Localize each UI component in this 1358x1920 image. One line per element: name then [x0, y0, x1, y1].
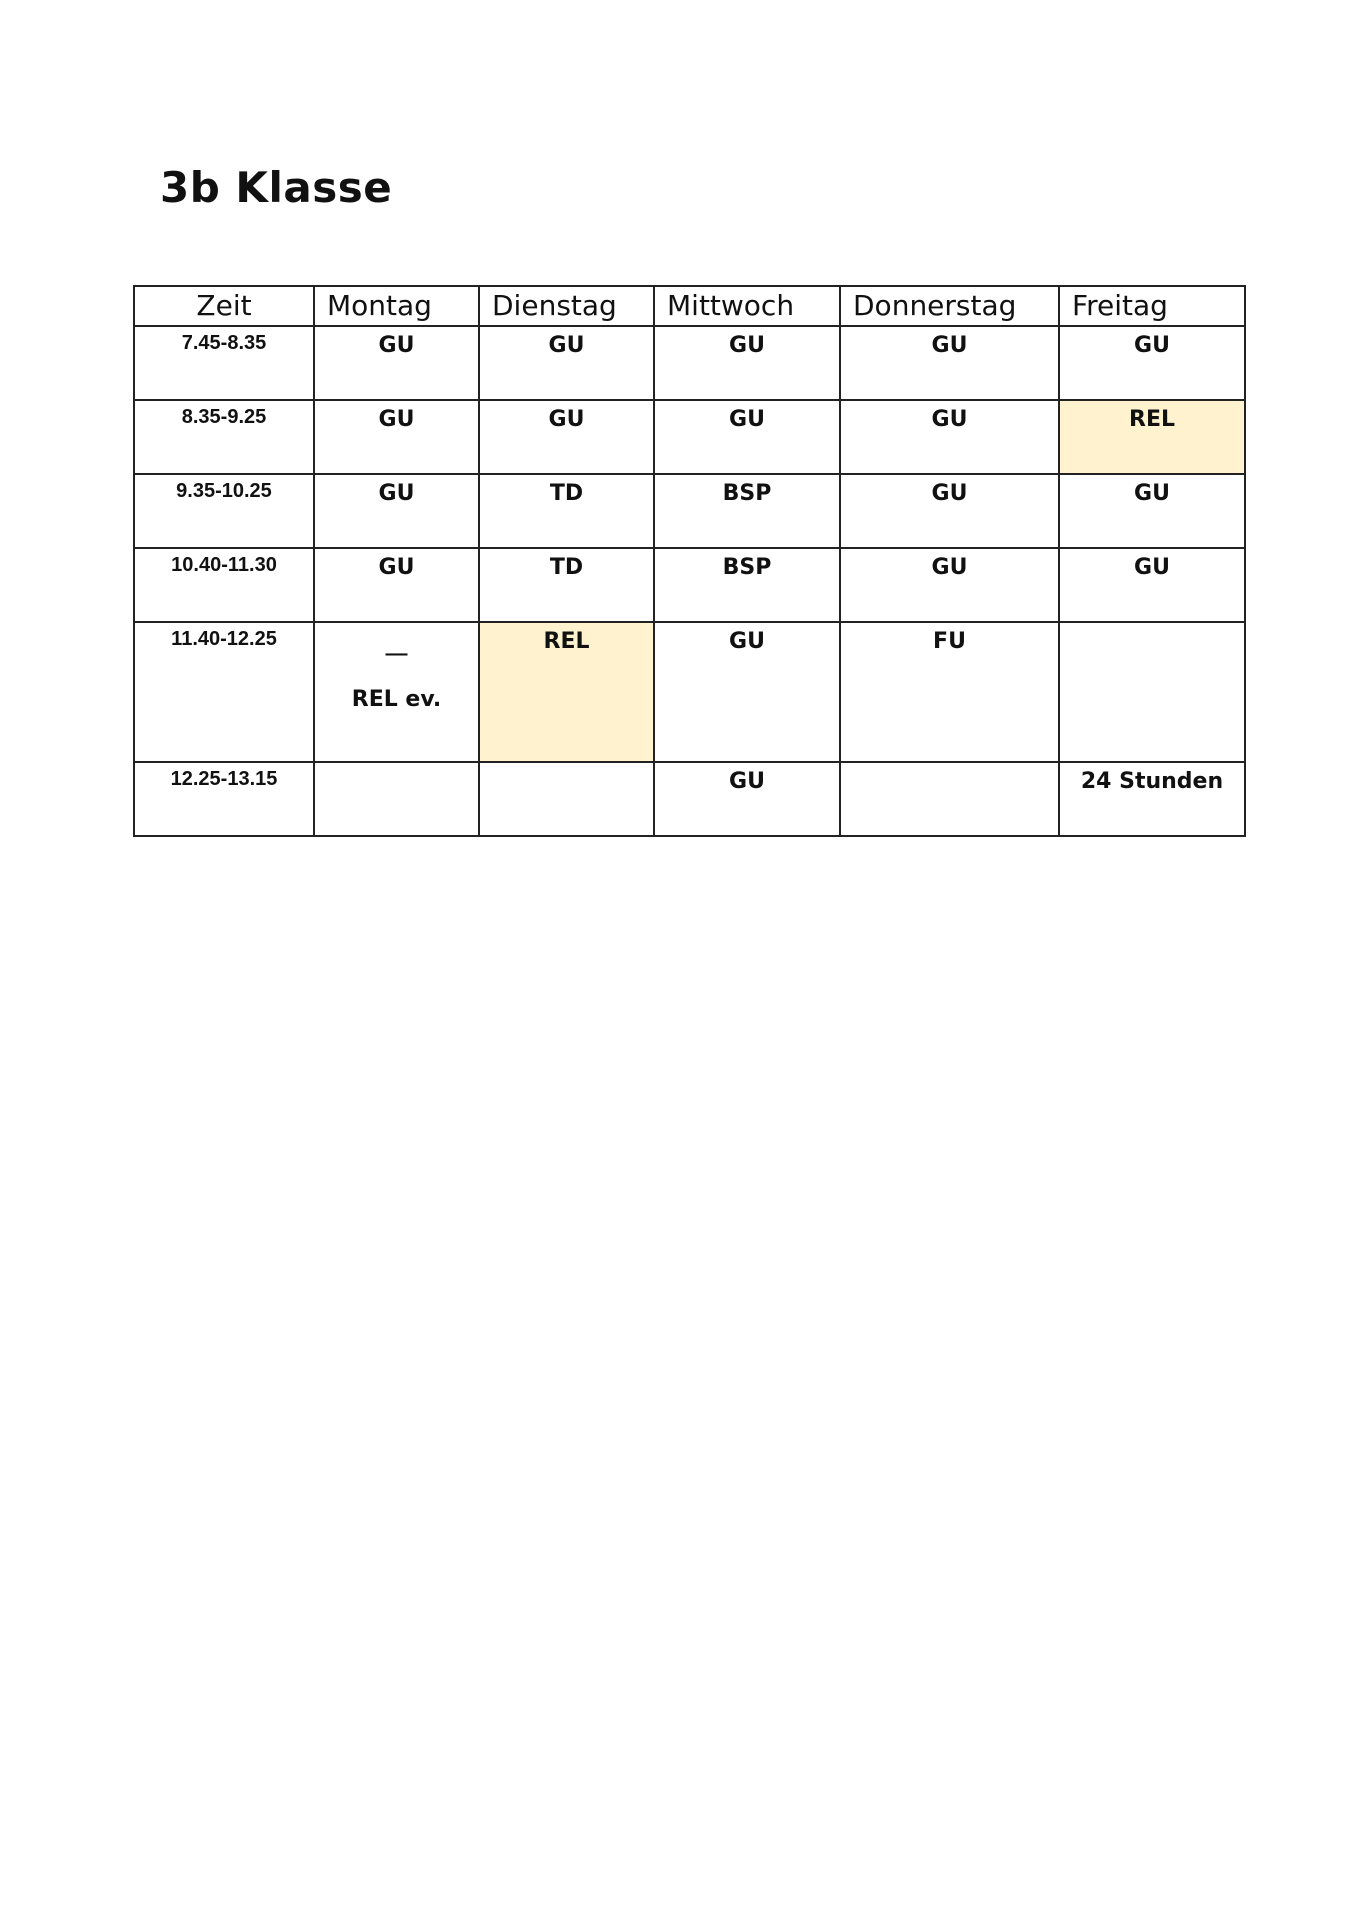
column-header-freitag: Freitag [1059, 286, 1245, 326]
column-header-dienstag: Dienstag [479, 286, 654, 326]
lesson-cell-highlighted: REL [1059, 400, 1245, 474]
lesson-sub-label: REL ev. [351, 687, 442, 712]
lesson-dash: __ [385, 631, 408, 656]
lesson-cell: GU [654, 326, 840, 400]
page-title: 3b Klasse [160, 163, 393, 212]
lesson-cell: BSP [654, 474, 840, 548]
lesson-cell: GU [840, 326, 1059, 400]
lesson-cell: GU [840, 474, 1059, 548]
lesson-cell [1059, 622, 1245, 762]
column-header-montag: Montag [314, 286, 479, 326]
time-cell: 9.35-10.25 [134, 474, 314, 548]
lesson-cell [314, 762, 479, 836]
lesson-cell: GU [654, 622, 840, 762]
table-row [134, 548, 1245, 622]
header-row [134, 286, 1245, 326]
lesson-cell: GU [654, 762, 840, 836]
table-row [134, 622, 1245, 762]
time-cell: 8.35-9.25 [134, 400, 314, 474]
lesson-cell: GU [479, 400, 654, 474]
lesson-cell: 24 Stunden [1059, 762, 1245, 836]
lesson-cell: GU [840, 400, 1059, 474]
lesson-cell: GU [654, 400, 840, 474]
lesson-cell [314, 622, 479, 762]
lesson-cell: GU [314, 400, 479, 474]
table-row [134, 762, 1245, 836]
table-row [134, 474, 1245, 548]
time-cell: 10.40-11.30 [134, 548, 314, 622]
lesson-cell: BSP [654, 548, 840, 622]
table-row [134, 400, 1245, 474]
lesson-cell: GU [314, 548, 479, 622]
column-header-mittwoch: Mittwoch [654, 286, 840, 326]
lesson-cell: GU [314, 474, 479, 548]
lesson-cell: GU [1059, 326, 1245, 400]
table-row [134, 326, 1245, 400]
lesson-cell: GU [1059, 548, 1245, 622]
lesson-cell: TD [479, 548, 654, 622]
column-header-zeit: Zeit [134, 286, 314, 326]
lesson-cell-highlighted: REL [479, 622, 654, 762]
time-cell: 12.25-13.15 [134, 762, 314, 836]
lesson-cell: GU [840, 548, 1059, 622]
lesson-cell: FU [840, 622, 1059, 762]
time-cell: 7.45-8.35 [134, 326, 314, 400]
lesson-cell [840, 762, 1059, 836]
lesson-cell: GU [479, 326, 654, 400]
lesson-cell [479, 762, 654, 836]
column-header-donnerstag: Donnerstag [840, 286, 1059, 326]
timetable [133, 285, 1246, 837]
lesson-cell: TD [479, 474, 654, 548]
lesson-cell: GU [1059, 474, 1245, 548]
time-cell: 11.40-12.25 [134, 622, 314, 762]
lesson-cell: GU [314, 326, 479, 400]
